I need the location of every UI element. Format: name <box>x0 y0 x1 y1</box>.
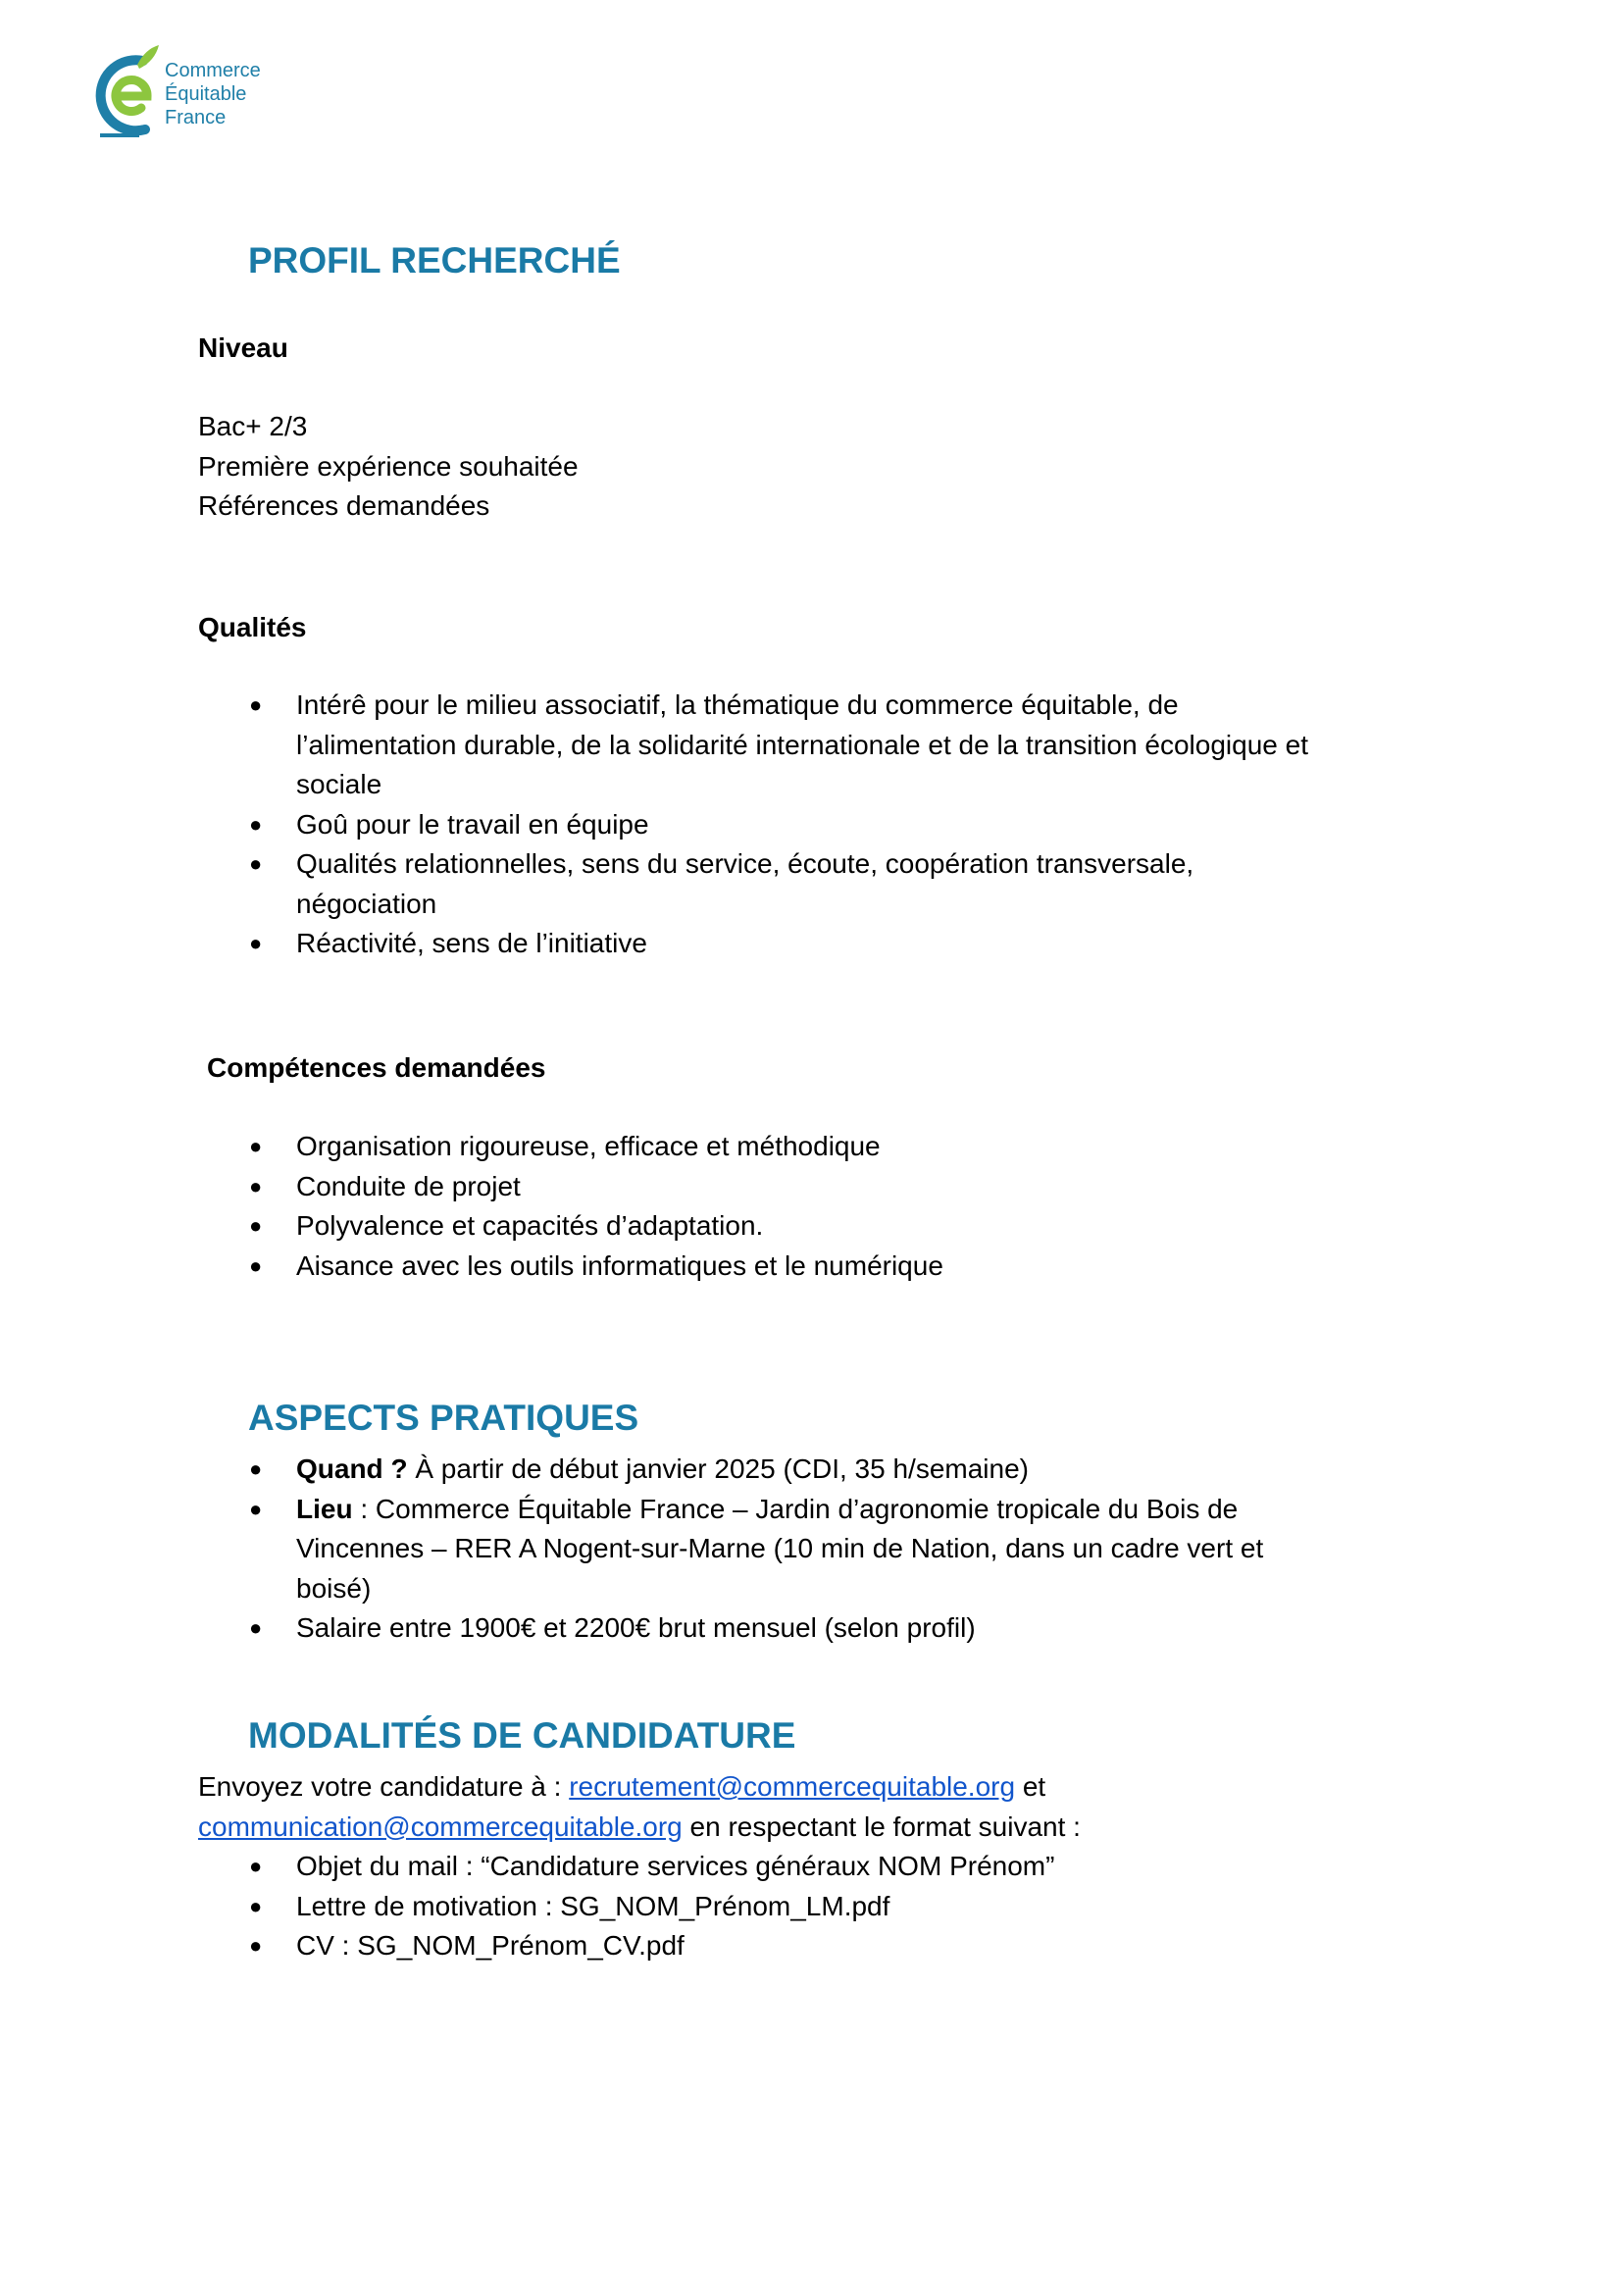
niveau-line: Bac+ 2/3 <box>198 411 308 441</box>
bullet-icon: ● <box>249 1134 263 1158</box>
bullet-icon: ● <box>249 851 263 876</box>
list-item <box>249 1608 1522 1649</box>
bullet-icon: ● <box>249 1854 263 1878</box>
bullet-icon: ● <box>249 1213 263 1238</box>
bullet-icon: ● <box>249 1456 263 1481</box>
salaire-text: Salaire entre 1900€ et 2200€ brut mensuel (selon profil) <box>296 1612 976 1643</box>
email-link-communication[interactable]: communication@commercequitable.org <box>198 1810 683 1842</box>
bullet-icon: ● <box>249 811 263 837</box>
list-item: ● Organisation rigoureuse, efficace et méthodique <box>296 1127 1522 1167</box>
list-item: ● CV : SG_NOM_Prénom_CV.pdf <box>296 1926 1522 1966</box>
logo-text <box>165 59 261 129</box>
bullet-icon: ● <box>249 1496 263 1521</box>
bullet-icon: ● <box>249 692 263 717</box>
bullet-icon: ● <box>249 1933 263 1958</box>
list-item: ● Objet du mail : “Candidature services généraux NOM Prénom” <box>296 1847 1522 1887</box>
bullet-icon: ● <box>249 1893 263 1918</box>
section-title-pratiques: ASPECTS PRATIQUES <box>248 1398 639 1438</box>
quand-label: Quand ? <box>296 1453 408 1484</box>
list-item: ● Intérê pour le milieu associatif, la thématique du commerce équitable, de l’alimentation durable, de la solidarité internationale et de la transition écologique et sociale <box>296 686 1522 805</box>
list-item: ● Polyvalence et capacités d’adaptation. <box>296 1206 1522 1247</box>
logo-line-2: Équitable <box>165 83 247 105</box>
pratiques-list <box>249 1450 1522 1649</box>
bullet-icon: ● <box>249 1615 263 1640</box>
candidature-intro: Envoyez votre candidature à : recrutement@commercequitable.org et communication@commercequitable.org en respectant le format suivant : <box>198 1771 1081 1842</box>
bullet-icon: ● <box>249 1252 263 1278</box>
lieu-label: Lieu <box>296 1493 353 1524</box>
section-title-profil: PROFIL RECHERCHÉ <box>248 240 621 280</box>
list-item: ● Aisance avec les outils informatiques et le numérique <box>296 1247 1522 1287</box>
niveau-line: Références demandées <box>198 490 490 521</box>
email-link-recrutement[interactable]: recrutement@commercequitable.org <box>569 1771 1016 1802</box>
list-item <box>249 1450 1522 1490</box>
list-item: ● Lettre de motivation : SG_NOM_Prénom_LM.pdf <box>296 1887 1522 1927</box>
bullet-icon: ● <box>249 1173 263 1198</box>
list-item: ● Conduite de projet <box>296 1167 1522 1207</box>
list-item: ● Goû pour le travail en équipe <box>296 805 1522 845</box>
list-item: ● Lieu : Commerce Équitable France – Jardin d’agronomie tropicale du Bois de Vincennes – RER A Nogent-sur-Marne (10 min de Nation, dans un cadre vert et boisé) <box>296 1490 1522 1609</box>
niveau-list <box>198 407 579 527</box>
heading-qualites: Qualités <box>198 612 307 642</box>
list-item: ● Qualités relationnelles, sens du service, écoute, coopération transversale, négociation <box>296 844 1522 924</box>
bullet-icon: ● <box>249 931 263 955</box>
logo-line-3: France <box>165 107 227 128</box>
list-item: ● Réactivité, sens de l’initiative <box>296 924 1522 964</box>
heading-niveau: Niveau <box>198 332 288 363</box>
logo-line-1: Commerce <box>165 60 261 81</box>
candidature-list <box>249 1847 1522 1966</box>
quand-text: À partir de début janvier 2025 (CDI, 35 h/semaine) <box>407 1453 1029 1484</box>
qualites-list <box>249 686 1522 964</box>
section-title-candidature: MODALITÉS DE CANDIDATURE <box>248 1715 796 1756</box>
heading-competences: Compétences demandées <box>207 1052 546 1083</box>
competences-list <box>249 1127 1522 1286</box>
niveau-line: Première expérience souhaitée <box>198 450 579 482</box>
